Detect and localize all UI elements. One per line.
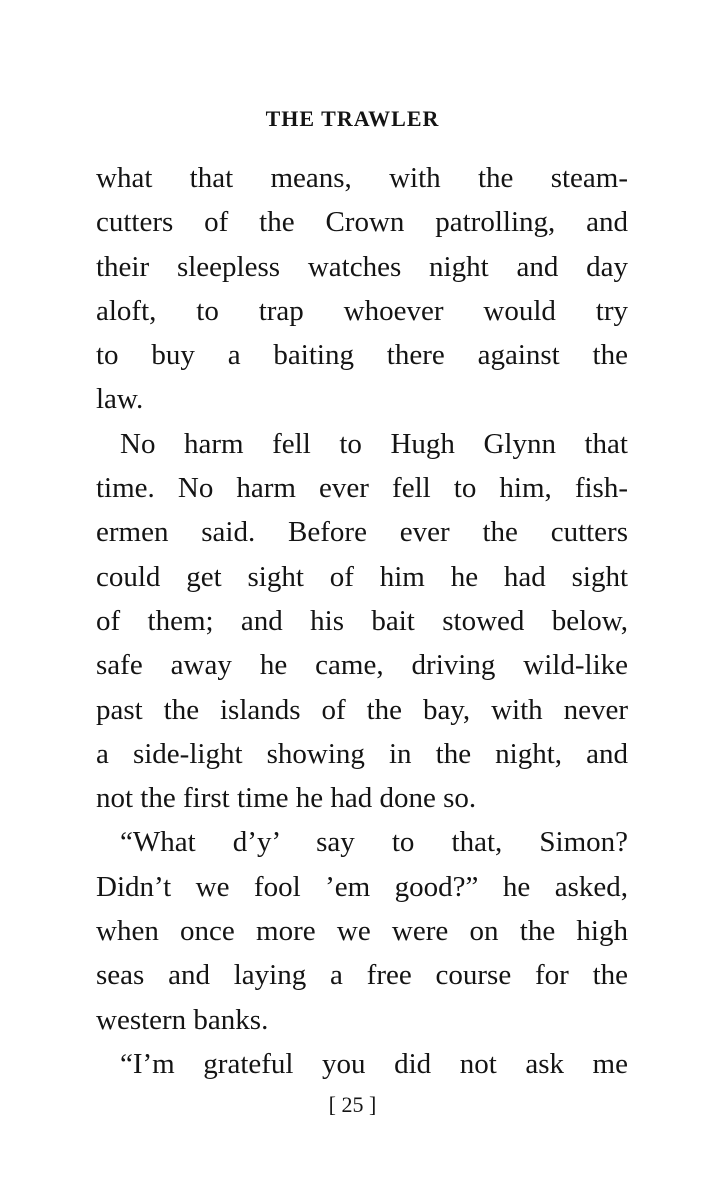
running-head: THE TRAWLER	[265, 106, 440, 131]
text-line: past the islands of the bay, with never	[96, 693, 628, 726]
text-line: time. No harm ever fell to him, fish-	[96, 472, 628, 505]
text-line: when once more we were on the high	[96, 915, 628, 948]
text-line: cutters of the Crown patrolling, and	[96, 206, 628, 239]
text-line: aloft, to trap whoever would try	[96, 294, 628, 327]
text-line: “I’m grateful you did not ask me	[120, 1047, 628, 1080]
text-line: of them; and his bait stowed below,	[96, 604, 628, 637]
text-line: seas and laying a free course for the	[96, 959, 628, 992]
text-line: could get sight of him he had sight	[96, 560, 628, 593]
text-line: “What d’y’ say to that, Simon?	[120, 826, 628, 859]
text-line: law.	[96, 383, 144, 416]
text-line: western banks.	[96, 1003, 269, 1036]
text-line: safe away he came, driving wild-like	[96, 649, 628, 682]
text-line: not the first time he had done so.	[96, 782, 477, 815]
text-line: ermen said. Before ever the cutters	[96, 516, 628, 549]
page-number: [ 25 ]	[328, 1092, 377, 1117]
text-line: their sleepless watches night and day	[96, 250, 628, 283]
text-line: Didn’t we fool ’em good?” he asked,	[96, 870, 628, 903]
text-line: what that means, with the steam-	[96, 162, 628, 194]
text-line: No harm fell to Hugh Glynn that	[120, 427, 628, 460]
text-line: a side-light showing in the night, and	[96, 737, 628, 770]
body-text	[96, 156, 628, 1086]
text-line: to buy a baiting there against the	[96, 339, 628, 372]
